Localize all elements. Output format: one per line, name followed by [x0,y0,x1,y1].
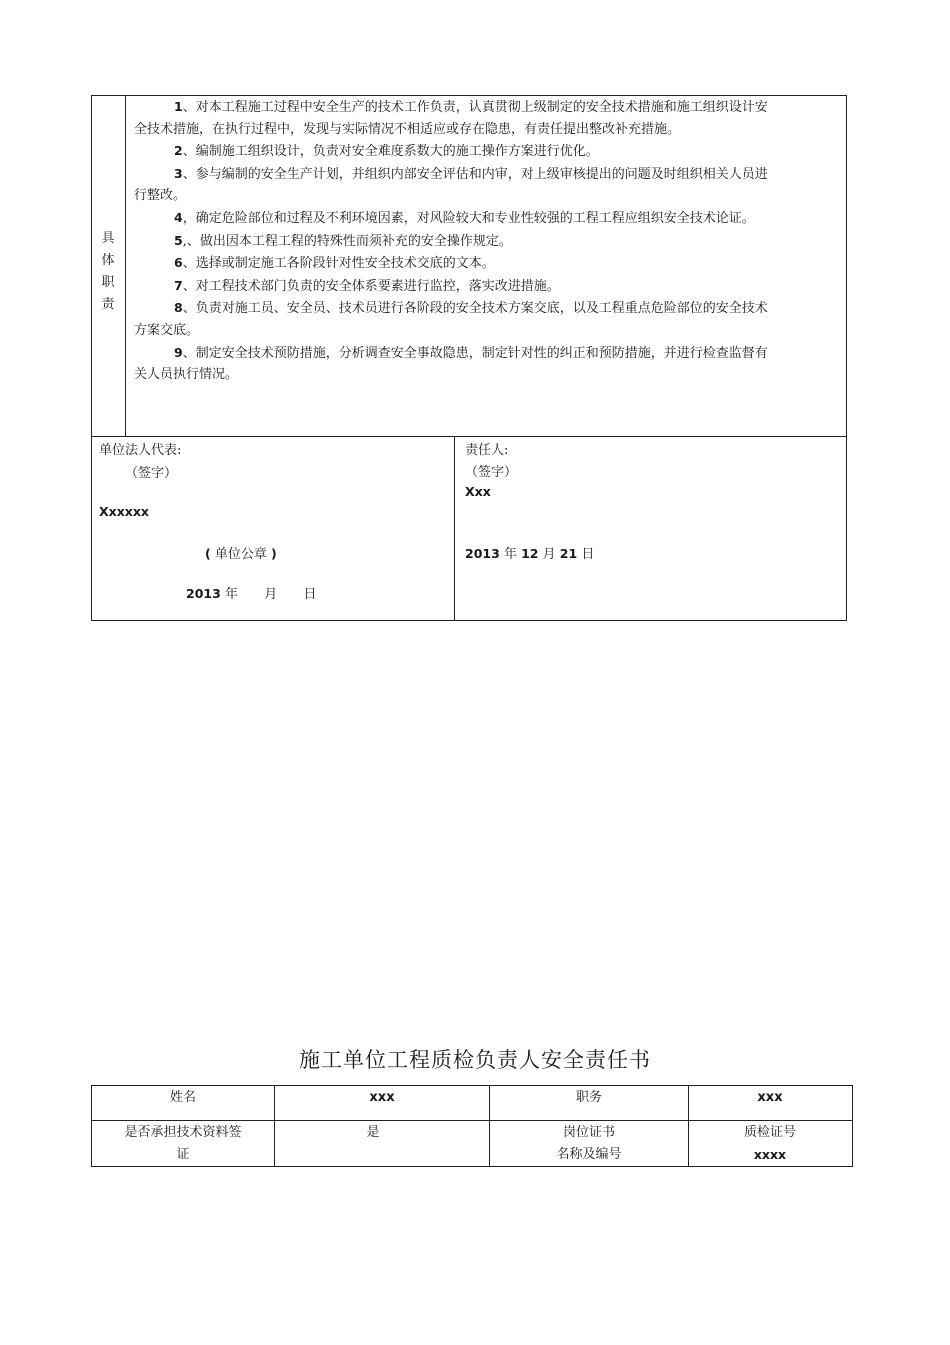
duty-text: 负责对施工员、安全员、技术员进行各阶段的安全技术方案交底，以及工程重点危险部位的安全技术方案交底。 [134,301,768,338]
side-label-char: 体 [101,253,115,268]
duty-text: 参与编制的安全生产计划，并组织内部安全评估和内审，对上级审核提出的问题及时组织相关人员进行整改。 [134,166,768,204]
duty-separator: 、 [182,166,196,182]
duty-separator: 、 [182,301,196,317]
left-date-day-unit: 日 [303,587,317,602]
left-sign-hint: （签字） [125,466,178,481]
tech-signoff-value: 是 [366,1125,380,1140]
signature-top-divider [91,436,846,437]
certificate-value [689,1122,851,1166]
left-date-year: 2013 [186,586,221,601]
name-label: 姓名 [169,1090,196,1105]
left-date-year-unit: 年 [224,587,238,602]
duties-list [134,96,769,386]
duty-number: 3 [174,165,183,181]
left-date-month-unit: 月 [264,587,278,602]
duty-item-5 [134,230,769,253]
duty-text: 制定安全技术预防措施，分析调查安全事故隐患，制定针对性的纠正和预防措施，并进行检查监督有关人员执行情况。 [134,345,768,383]
duty-separator: ， [182,210,196,226]
tech-signoff-label [92,1122,274,1166]
legal-representative-name: Xxxxxx [99,504,149,519]
certificate-label-line1: 岗位证书 [562,1125,615,1140]
right-sign-hint: （签字） [465,465,518,480]
duty-number: 4 [174,209,183,225]
duty-number: 7 [174,277,183,293]
seal-close-paren: ) [271,546,277,561]
document-title: 施工单位工程质检负责人安全责任书 [299,1048,651,1072]
duty-number: 2 [174,143,183,159]
unit-seal-note [205,543,277,562]
duty-item-9 [134,342,769,386]
duty-separator: 、 [182,100,196,115]
duty-separator: 、 [182,144,196,160]
duty-item-1 [134,96,769,140]
certificate-label-line2: 名称及编号 [556,1147,622,1162]
left-date [186,583,317,602]
certificate-label [490,1122,688,1166]
duty-separator: 、 [182,278,196,294]
side-label-char: 职 [101,275,115,290]
certificate-value-line2: xxxx [753,1147,787,1162]
right-date-day: 21 [559,546,578,561]
certificate-value-line1: 质检证号 [743,1125,796,1140]
signature-middle-divider [454,436,455,620]
right-date-month: 12 [521,546,539,561]
position-label: 职务 [575,1090,602,1105]
responsible-person-label: 责任人: [465,443,509,458]
duty-separator: 、 [182,256,196,272]
duty-item-4 [134,207,769,230]
duty-separator: ,、 [182,233,200,249]
duty-number: 1 [174,99,183,114]
duty-text: 对本工程施工过程中安全生产的技术工作负责，认真贯彻上级制定的安全技术措施和施工组织设计安全技术措施，在执行过程中，发现与实际情况不相适应或存在隐患，有责任提出整改补充措施。 [134,100,768,137]
side-label-specific-duties [92,228,124,316]
right-date-day-unit: 日 [581,547,595,562]
duty-text: 对工程技术部门负责的安全体系要素进行监控，落实改进措施。 [195,278,560,294]
legal-representative-label: 单位法人代表: [99,443,182,458]
seal-open-paren: ( [205,546,211,561]
right-date-year-unit: 年 [503,547,517,562]
duty-item-6 [134,252,769,275]
right-date [465,543,594,562]
duty-item-8 [134,297,769,341]
tech-signoff-label-line2: 证 [176,1147,190,1162]
duty-text: 编制施工组织设计，负责对安全难度系数大的施工操作方案进行优化。 [195,144,599,160]
right-date-month-unit: 月 [542,547,556,562]
duty-item-7 [134,275,769,298]
duty-item-2 [134,140,769,163]
duty-text: 选择或制定施工各阶段针对性安全技术交底的文本。 [195,256,495,272]
duty-number: 6 [174,255,183,271]
side-label-char: 责 [101,297,115,312]
tech-signoff-label-line1: 是否承担技术资料签 [124,1125,242,1140]
duty-number: 9 [174,344,183,360]
duty-separator: 、 [182,345,196,361]
position-value: xxx [757,1090,783,1105]
duty-number: 8 [174,300,183,316]
info-table-row-divider [91,1120,852,1121]
responsible-person-name: Xxx [465,484,491,499]
duty-text: 做出因本工程工程的特殊性而须补充的安全操作规定。 [199,233,512,249]
side-label-char: 具 [101,231,115,246]
right-date-year: 2013 [465,546,500,561]
seal-text: 单位公章 [214,547,267,562]
duty-text: 确定危险部位和过程及不利环境因素，对风险较大和专业性较强的工程工程应组织安全技术论证。 [195,210,755,226]
duty-number: 5 [174,232,183,248]
name-value: xxx [369,1090,395,1105]
side-label-divider [125,95,126,436]
duty-item-3 [134,163,769,207]
